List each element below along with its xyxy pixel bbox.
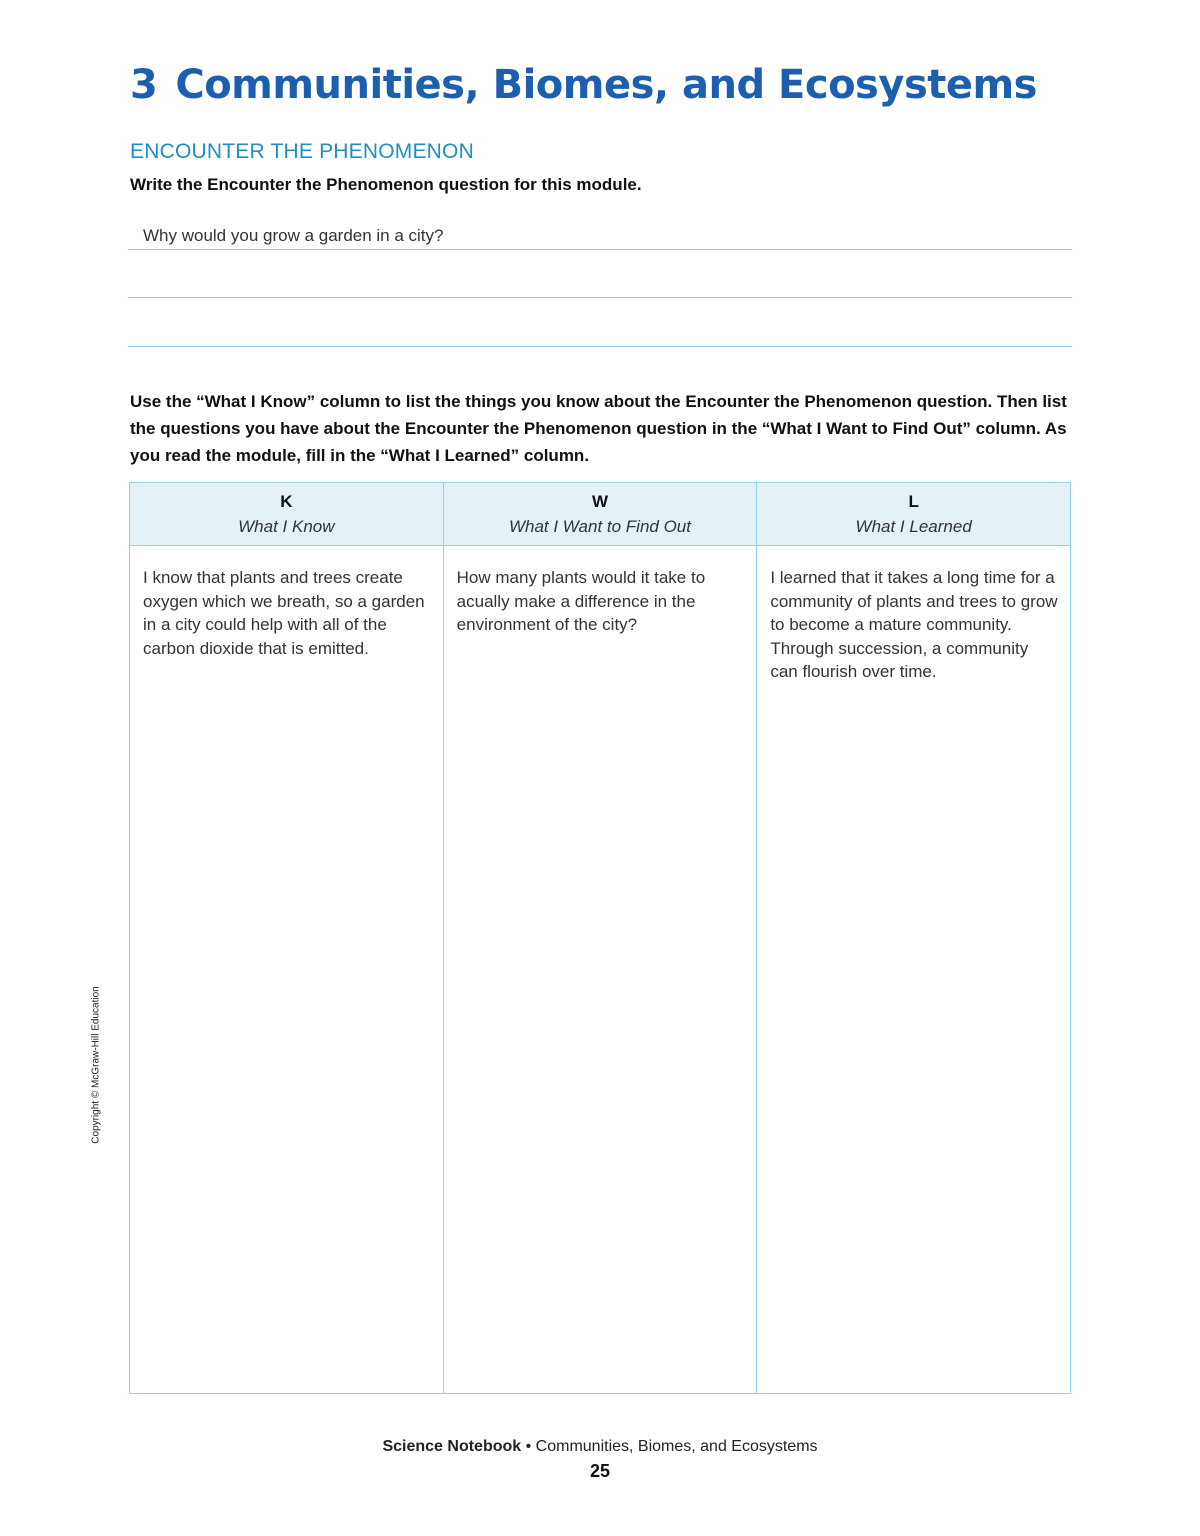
kwl-letter-w: W: [591, 491, 608, 511]
kwl-letter-k: K: [280, 491, 293, 511]
kwl-header-row: [130, 483, 1071, 546]
page-number: 25: [589, 1461, 611, 1481]
kwl-header-l: [757, 483, 1071, 546]
kwl-header-k: [130, 483, 444, 546]
kwl-entry-want[interactable]: How many plants would it take to acually make a difference in the environment of the city?: [443, 546, 757, 1394]
footer-separator: •: [521, 1438, 536, 1455]
page-footer: [0, 1438, 1200, 1456]
copyright-notice: Copyright © McGraw-Hill Education: [90, 986, 102, 1144]
kwl-header-w: [443, 483, 757, 546]
question-prompt: Write the Encounter the Phenomenon question for this module.: [130, 175, 642, 194]
module-title: [130, 62, 1037, 108]
answer-line-1[interactable]: [128, 249, 1072, 250]
kwl-body-row: [130, 546, 1071, 1394]
footer-brand: Science Notebook: [382, 1438, 522, 1455]
footer-module: Communities, Biomes, and Ecosystems: [535, 1438, 818, 1455]
kwl-entry-learned[interactable]: I learned that it takes a long time for a community of plants and trees to grow to become a mature community. Through succession, a community can flourish over time.: [757, 546, 1071, 1394]
section-heading: ENCOUNTER THE PHENOMENON: [130, 140, 474, 163]
kwl-entry-know[interactable]: I know that plants and trees create oxygen which we breath, so a garden in a city could help with all of the carbon dioxide that is emitted.: [130, 546, 444, 1394]
kwl-instructions: Use the “What I Know” column to list the things you know about the Encounter the Phenomenon question. Then list the questions you have about the Encounter the Phenomenon question in the “What I Want to Find Out” column. As you read the module, fill in the “What I Learned” column.: [130, 392, 1067, 465]
kwl-label-l: What I Learned: [855, 516, 972, 536]
answer-line-1-text[interactable]: Why would you grow a garden in a city?: [143, 226, 444, 245]
module-title-text: Communities, Biomes, and Ecosystems: [175, 62, 1037, 108]
answer-line-2[interactable]: [128, 297, 1072, 298]
answer-line-3[interactable]: [128, 346, 1072, 347]
kwl-label-w: What I Want to Find Out: [508, 516, 691, 536]
module-number: 3: [130, 62, 158, 108]
kwl-letter-l: L: [908, 491, 919, 511]
kwl-chart: [129, 482, 1071, 1394]
kwl-label-k: What I Know: [238, 516, 335, 536]
